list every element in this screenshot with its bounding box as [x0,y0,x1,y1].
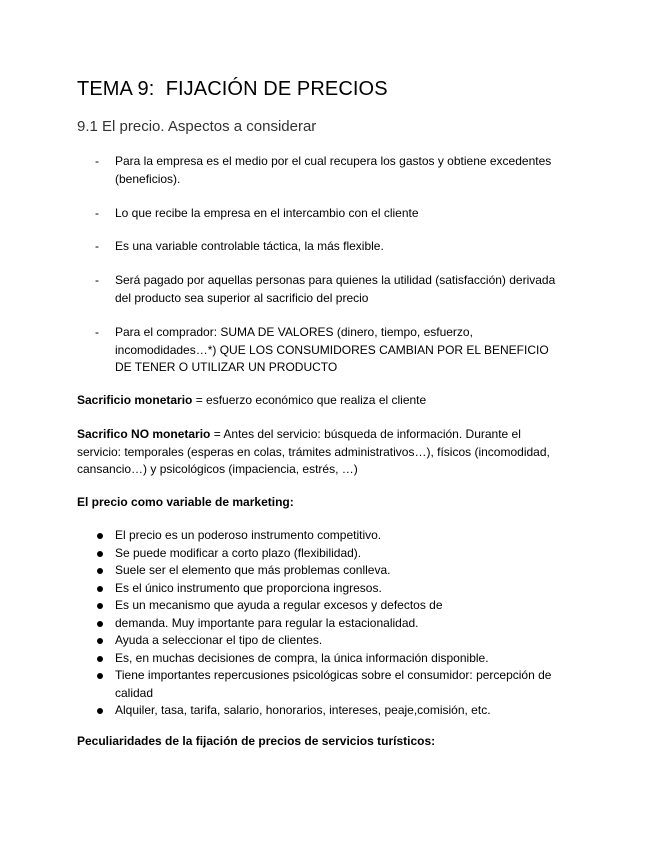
bullet-item-text: Ayuda a seleccionar el tipo de clientes. [115,633,323,647]
bullet-dot-icon [97,673,103,679]
bullet-item [95,597,575,615]
bullet-item [95,702,575,720]
bullet-item-text: Suele ser el elemento que más problemas conlleva. [115,563,391,577]
bullet-dot-icon [97,603,103,609]
bullet-item [95,615,575,633]
bullet-dot-icon [97,533,103,539]
dash-item-text: Para el comprador: SUMA DE VALORES (dinero, tiempo, esfuerzo, incomodidades…*) QUE LOS CONSUMIDORES CAMBIAN POR EL BENEFICIO DE TENER O UTILIZAR UN PRODUCTO [115,325,549,374]
non-monetary-sacrifice-paragraph [77,426,567,479]
monetary-sacrifice-term: Sacrificio monetario [77,393,193,407]
dash-marker: - [95,325,99,339]
dash-marker: - [95,154,99,168]
dash-item-text: Para la empresa es el medio por el cual recupera los gastos y obtiene excedentes (beneficios). [115,154,552,186]
dash-marker: - [95,273,99,287]
bullet-item [95,527,575,545]
dash-list-item [95,324,565,377]
monetary-sacrifice-definition: = esfuerzo económico que realiza el cliente [192,393,427,407]
bullet-item-text: demanda. Muy importante para regular la estacionalidad. [115,615,419,630]
marketing-variable-heading: El precio como variable de marketing: [77,495,294,509]
dash-marker: - [95,239,99,253]
non-monetary-sacrifice-definition: = Antes del servicio: búsqueda de información. Durante el servicio: temporales (esperas en colas, trámites administrativos…), físicos (incomodidad, cansancio…) y psicológicos (impaciencia, estrés, …) [77,427,550,476]
bullet-item-text: Alquiler, tasa, tarifa, salario, honorarios, intereses, peaje,comisión, etc. [115,703,491,717]
bullet-dot-icon [97,586,103,592]
marketing-bullet-list [95,527,575,720]
dash-list-item [95,205,565,223]
bullet-item-text: Se puede modificar a corto plazo (flexibilidad). [115,545,362,560]
bullet-item-text: Es, en muchas decisiones de compra, la única información disponible. [115,650,489,665]
bullet-item [95,580,575,598]
bullet-dot-icon [97,621,103,627]
bullet-item [95,667,575,702]
bullet-item-text: Es el único instrumento que proporciona ingresos. [115,580,382,595]
bullet-dot-icon [97,568,103,574]
dash-list-item [95,272,565,307]
bullet-item [95,562,575,580]
bullet-item [95,632,575,650]
bullet-dot-icon [97,708,103,714]
bullet-item-text: Tiene importantes repercusiones psicológicas sobre el consumidor: percepción de calidad [115,668,552,700]
bullet-item-text: El precio es un poderoso instrumento competitivo. [115,528,382,542]
bullet-item-text: Es un mecanismo que ayuda a regular excesos y defectos de [115,598,443,612]
non-monetary-sacrifice-term: Sacrifico NO monetario [77,427,211,441]
bullet-item [95,650,575,668]
bullet-dot-icon [97,656,103,662]
section-subtitle: 9.1 El precio. Aspectos a considerar [77,118,317,135]
tourism-pricing-heading: Peculiaridades de la fijación de precios de servicios turísticos: [77,734,436,748]
dash-list-item [95,238,565,256]
bullet-dot-icon [97,551,103,557]
monetary-sacrifice-paragraph [77,392,567,410]
dash-list-item [95,153,565,188]
dash-marker: - [95,206,99,220]
dash-item-text: Es una variable controlable táctica, la más flexible. [115,239,384,253]
page-title: TEMA 9: FIJACIÓN DE PRECIOS [77,78,388,100]
bullet-dot-icon [97,638,103,644]
bullet-item [95,545,575,563]
dash-item-text: Lo que recibe la empresa en el intercambio con el cliente [115,206,419,220]
dash-item-text: Será pagado por aquellas personas para quienes la utilidad (satisfacción) derivada del producto sea superior al sacrificio del precio [115,273,556,305]
